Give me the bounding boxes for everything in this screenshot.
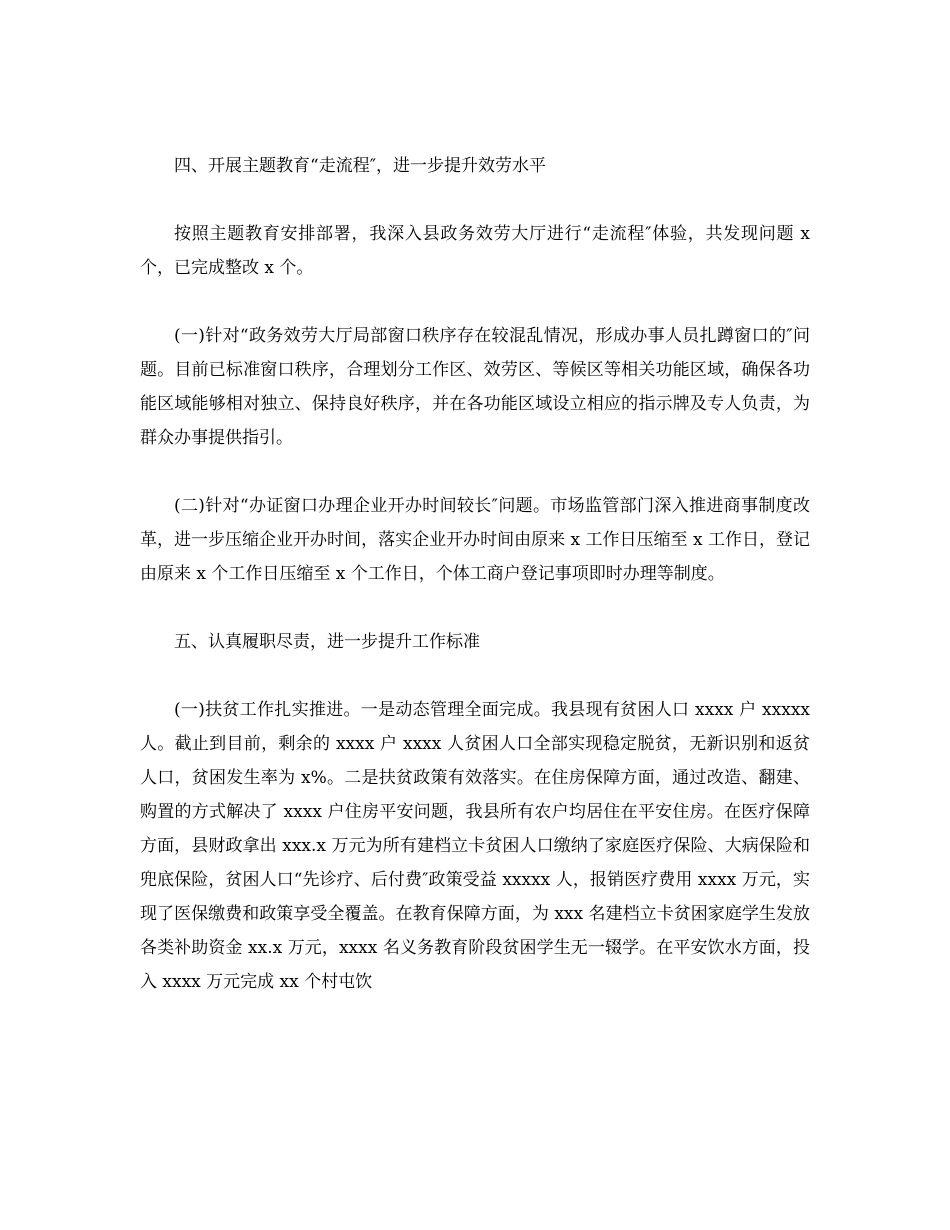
section-4-item-1-paragraph: (一)针对“政务效劳大厅局部窗口秩序存在较混乱情况，形成办事人员扎蹲窗口的″问题。目前已标准窗口秩序，合理划分工作区、效劳区、等候区等相关功能区域，确保各功能区域能够相对独立、保持良好秩序，并在各功能区域设立相应的指示牌及专人负责，为群众办事提供指引。 <box>140 326 810 448</box>
document-body <box>140 149 810 999</box>
section-5-item-1-paragraph: (一)扶贫工作扎实推进。一是动态管理全面完成。我县现有贫困人口 xxxx 户 xxxxx 人。截止到目前，剩余的 xxxx 户 xxxx 人贫困人口全部实现稳定脱贫，无新识别和返贫人口，贫困发生率为 x%。二是扶贫政策有效落实。在住房保障方面，通过改造、翻建、购置的方式解决了 xxxx 户住房平安问题，我县所有农户均居住在平安住房。在医疗保障方面，县财政拿出 xxx.x 万元为所有建档立卡贫困人口缴纳了家庭医疗保险、大病保险和兜底保险，贫困人口“先诊疗、后付费″政策受益 xxxxx 人，报销医疗费用 xxxx 万元，实现了医保缴费和政策享受全覆盖。在教育保障方面，为 xxx 名建档立卡贫困家庭学生发放各类补助资金 xx.x 万元，xxxx 名义务教育阶段贫困学生无一辍学。在平安饮水方面，投入 xxxx 万元完成 xx 个村屯饮 <box>140 700 810 992</box>
section-4-heading: 四、开展主题教育“走流程″，进一步提升效劳水平 <box>174 156 547 176</box>
section-4-item-2-paragraph: (二)针对“办证窗口办理企业开办时间较长″问题。市场监管部门深入推进商事制度改革，进一步压缩企业开办时间，落实企业开办时间由原来 x 工作日压缩至 x 工作日，登记由原来 x 个工作日压缩至 x 个工作日，个体工商户登记事项即时办理等制度。 <box>140 496 810 584</box>
section-5-heading: 五、认真履职尽责，进一步提升工作标准 <box>174 632 480 652</box>
section-4-intro-paragraph: 按照主题教育安排部署，我深入县政务效劳大厅进行“走流程″体验，共发现问题 x 个，已完成整改 x 个。 <box>140 224 810 278</box>
